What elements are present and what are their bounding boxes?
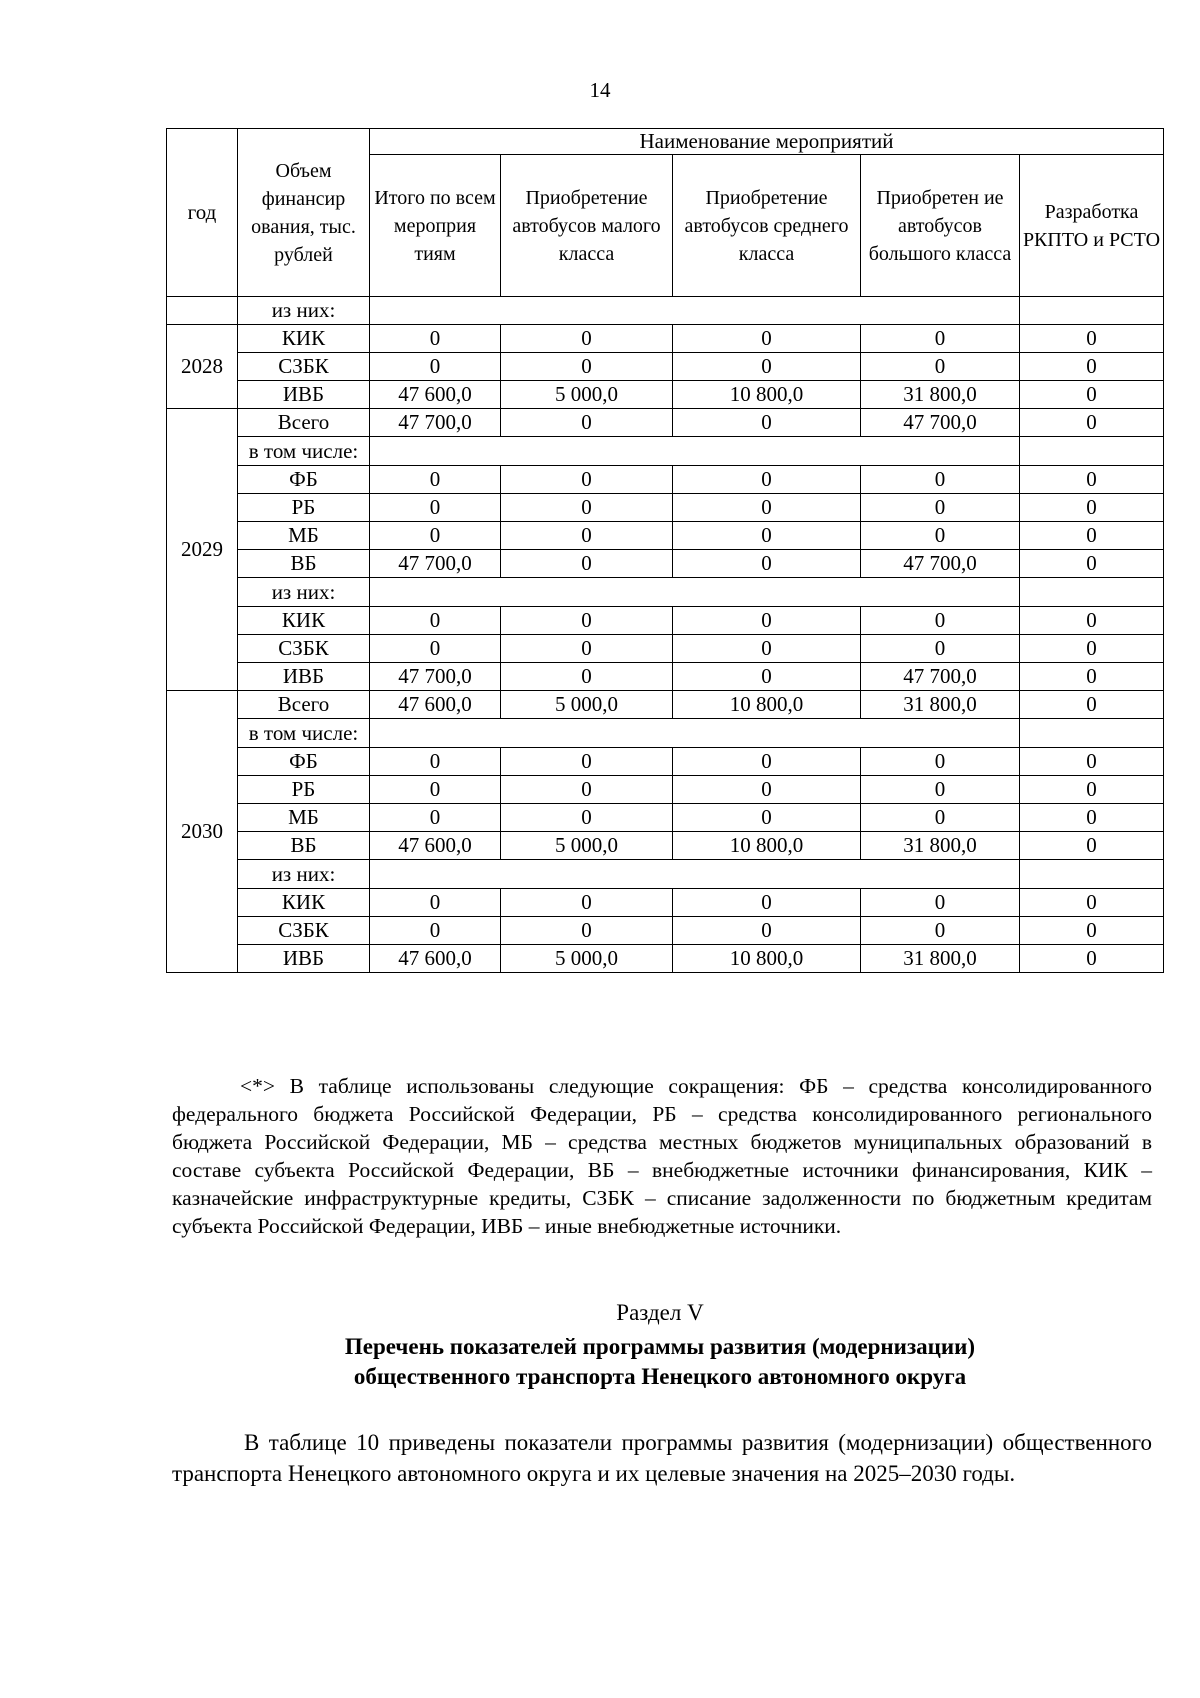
value-cell: 0: [673, 325, 861, 353]
row-label: РБ: [238, 494, 370, 522]
value-cell: 10 800,0: [673, 381, 861, 409]
table-row: [167, 550, 1164, 578]
value-cell: 0: [370, 748, 501, 776]
note-span: [370, 437, 1020, 466]
section-title-line: Перечень показателей программы развития (модернизации): [344, 1334, 976, 1359]
table-row: [167, 409, 1164, 437]
value-cell: 0: [370, 353, 501, 381]
value-cell: 0: [1020, 522, 1164, 550]
table-row: [167, 522, 1164, 550]
row-label: в том числе:: [238, 719, 370, 748]
value-cell: 0: [501, 748, 673, 776]
value-cell: 0: [501, 550, 673, 578]
table-body: [167, 297, 1164, 973]
note-span: [370, 860, 1020, 889]
value-cell: 0: [861, 917, 1020, 945]
value-cell: 47 600,0: [370, 832, 501, 860]
note-span: [370, 578, 1020, 607]
value-cell: 0: [673, 550, 861, 578]
table-row: [167, 353, 1164, 381]
value-cell: 0: [501, 607, 673, 635]
page-number: 14: [589, 78, 611, 102]
value-cell: 0: [1020, 550, 1164, 578]
header-small-class: Приобретение автобусов малого класса: [501, 155, 673, 297]
year-cell: 2029: [167, 409, 238, 691]
table-row: [167, 635, 1164, 663]
table-row: [167, 466, 1164, 494]
row-label: МБ: [238, 522, 370, 550]
value-cell: 0: [501, 522, 673, 550]
value-cell: 0: [861, 325, 1020, 353]
value-cell: 0: [1020, 466, 1164, 494]
note-span-last: [1020, 297, 1164, 325]
table-row: [167, 691, 1164, 719]
value-cell: 0: [1020, 381, 1164, 409]
value-cell: 0: [861, 804, 1020, 832]
value-cell: 0: [861, 466, 1020, 494]
value-cell: 0: [370, 325, 501, 353]
row-label: ИВБ: [238, 945, 370, 973]
value-cell: 0: [370, 889, 501, 917]
value-cell: 0: [1020, 748, 1164, 776]
value-cell: 0: [370, 466, 501, 494]
row-label: СЗБК: [238, 353, 370, 381]
value-cell: 31 800,0: [861, 832, 1020, 860]
value-cell: 47 700,0: [861, 550, 1020, 578]
value-cell: 0: [673, 748, 861, 776]
value-cell: 0: [501, 466, 673, 494]
value-cell: 0: [1020, 832, 1164, 860]
table-row: [167, 832, 1164, 860]
value-cell: 0: [1020, 409, 1164, 437]
value-cell: 0: [501, 353, 673, 381]
header-volume: Объем финансир ования, тыс. рублей: [238, 129, 370, 297]
value-cell: 0: [370, 494, 501, 522]
header-large-class: Приобретен ие автобусов большого класса: [861, 155, 1020, 297]
year-cell: 2030: [167, 691, 238, 973]
note-span: [370, 719, 1020, 748]
value-cell: 0: [861, 494, 1020, 522]
header-total: Итого по всем мероприя тиям: [370, 155, 501, 297]
value-cell: 31 800,0: [861, 691, 1020, 719]
value-cell: 0: [673, 663, 861, 691]
value-cell: 0: [501, 889, 673, 917]
value-cell: 0: [1020, 917, 1164, 945]
value-cell: 0: [370, 804, 501, 832]
row-label: ВБ: [238, 832, 370, 860]
table-row: [167, 663, 1164, 691]
value-cell: 0: [861, 522, 1020, 550]
value-cell: 0: [501, 635, 673, 663]
header-year: год: [167, 129, 238, 297]
footnote: <*> В таблице использованы следующие сокращения: ФБ – средства консолидированного федерального бюджета Российской Федерации, РБ – средства консолидированного регионального бюджета Российской Федерации, МБ – средства местных бюджетов муниципальных образований в составе субъекта Российской Федерации, ВБ – внебюджетные источники финансирования, КИК – казначейские инфраструктурные кредиты, СЗБК – списание задолженности по бюджетным кредитам субъекта Российской Федерации, ИВБ – иные внебюджетные источники.: [172, 1074, 1152, 1238]
note-span-last: [1020, 719, 1164, 748]
row-label: Всего: [238, 691, 370, 719]
value-cell: 10 800,0: [673, 832, 861, 860]
value-cell: 0: [1020, 945, 1164, 973]
value-cell: 47 700,0: [861, 409, 1020, 437]
note-span-last: [1020, 578, 1164, 607]
row-label: в том числе:: [238, 437, 370, 466]
row-label: СЗБК: [238, 635, 370, 663]
value-cell: 0: [1020, 663, 1164, 691]
value-cell: 0: [1020, 607, 1164, 635]
section-title: [0, 1332, 1200, 1392]
note-span: [370, 297, 1020, 325]
value-cell: 0: [501, 409, 673, 437]
table-row: [167, 607, 1164, 635]
value-cell: 10 800,0: [673, 691, 861, 719]
header-group: Наименование мероприятий: [370, 129, 1164, 155]
year-cell: 2028: [167, 325, 238, 409]
table-row: [167, 860, 1164, 889]
value-cell: 0: [1020, 494, 1164, 522]
value-cell: 0: [501, 917, 673, 945]
financing-table: [166, 128, 1164, 973]
value-cell: 5 000,0: [501, 832, 673, 860]
value-cell: 0: [1020, 804, 1164, 832]
row-label: из них:: [238, 578, 370, 607]
table-row: [167, 325, 1164, 353]
table-row: [167, 804, 1164, 832]
value-cell: 0: [501, 325, 673, 353]
table-row: [167, 748, 1164, 776]
value-cell: 0: [861, 748, 1020, 776]
row-label: СЗБК: [238, 917, 370, 945]
row-label: ФБ: [238, 748, 370, 776]
row-label: РБ: [238, 776, 370, 804]
table-row: [167, 889, 1164, 917]
table-row: [167, 719, 1164, 748]
value-cell: 0: [673, 635, 861, 663]
row-label: из них:: [238, 297, 370, 325]
value-cell: 0: [370, 522, 501, 550]
value-cell: 0: [673, 494, 861, 522]
value-cell: 0: [673, 466, 861, 494]
table-row: [167, 297, 1164, 325]
value-cell: 0: [501, 494, 673, 522]
value-cell: 0: [673, 776, 861, 804]
value-cell: 0: [861, 776, 1020, 804]
value-cell: 5 000,0: [501, 691, 673, 719]
value-cell: 0: [1020, 691, 1164, 719]
row-label: КИК: [238, 607, 370, 635]
row-label: ИВБ: [238, 663, 370, 691]
row-label: МБ: [238, 804, 370, 832]
value-cell: 0: [861, 889, 1020, 917]
value-cell: 31 800,0: [861, 945, 1020, 973]
value-cell: 0: [1020, 889, 1164, 917]
value-cell: 31 800,0: [861, 381, 1020, 409]
value-cell: 0: [501, 663, 673, 691]
table-row: [167, 381, 1164, 409]
value-cell: 0: [673, 889, 861, 917]
value-cell: 0: [673, 409, 861, 437]
value-cell: 10 800,0: [673, 945, 861, 973]
table-row: [167, 945, 1164, 973]
value-cell: 0: [673, 353, 861, 381]
value-cell: 47 600,0: [370, 691, 501, 719]
value-cell: 47 700,0: [370, 550, 501, 578]
value-cell: 0: [1020, 776, 1164, 804]
note-span-last: [1020, 860, 1164, 889]
table-row: [167, 578, 1164, 607]
value-cell: 0: [370, 917, 501, 945]
value-cell: 0: [861, 353, 1020, 381]
row-label: КИК: [238, 889, 370, 917]
value-cell: 0: [861, 607, 1020, 635]
row-label: КИК: [238, 325, 370, 353]
value-cell: 0: [1020, 325, 1164, 353]
value-cell: 5 000,0: [501, 945, 673, 973]
table-row: [167, 437, 1164, 466]
value-cell: 0: [673, 804, 861, 832]
year-cell-empty: [167, 297, 238, 325]
row-label: ВБ: [238, 550, 370, 578]
value-cell: 0: [673, 522, 861, 550]
value-cell: 0: [1020, 635, 1164, 663]
value-cell: 0: [370, 776, 501, 804]
value-cell: 0: [501, 776, 673, 804]
section-label: Раздел V: [616, 1300, 704, 1325]
value-cell: 0: [370, 635, 501, 663]
header-medium-class: Приобретение автобусов среднего класса: [673, 155, 861, 297]
row-label: ФБ: [238, 466, 370, 494]
section-title-line: общественного транспорта Ненецкого автономного округа: [353, 1364, 967, 1389]
value-cell: 47 600,0: [370, 381, 501, 409]
table-row: [167, 776, 1164, 804]
row-label: из них:: [238, 860, 370, 889]
value-cell: 5 000,0: [501, 381, 673, 409]
value-cell: 0: [501, 804, 673, 832]
value-cell: 47 700,0: [370, 663, 501, 691]
value-cell: 47 600,0: [370, 945, 501, 973]
value-cell: 47 700,0: [370, 409, 501, 437]
body-paragraph: В таблице 10 приведены показатели программы развития (модернизации) общественного транспорта Ненецкого автономного округа и их целевые значения на 2025–2030 годы.: [172, 1430, 1152, 1486]
header-development: Разработка РКПТО и РСТО: [1020, 155, 1164, 297]
value-cell: 0: [370, 607, 501, 635]
value-cell: 47 700,0: [861, 663, 1020, 691]
value-cell: 0: [861, 635, 1020, 663]
value-cell: 0: [673, 607, 861, 635]
table-row: [167, 494, 1164, 522]
note-span-last: [1020, 437, 1164, 466]
value-cell: 0: [1020, 353, 1164, 381]
table-row: [167, 917, 1164, 945]
row-label: Всего: [238, 409, 370, 437]
row-label: ИВБ: [238, 381, 370, 409]
value-cell: 0: [673, 917, 861, 945]
